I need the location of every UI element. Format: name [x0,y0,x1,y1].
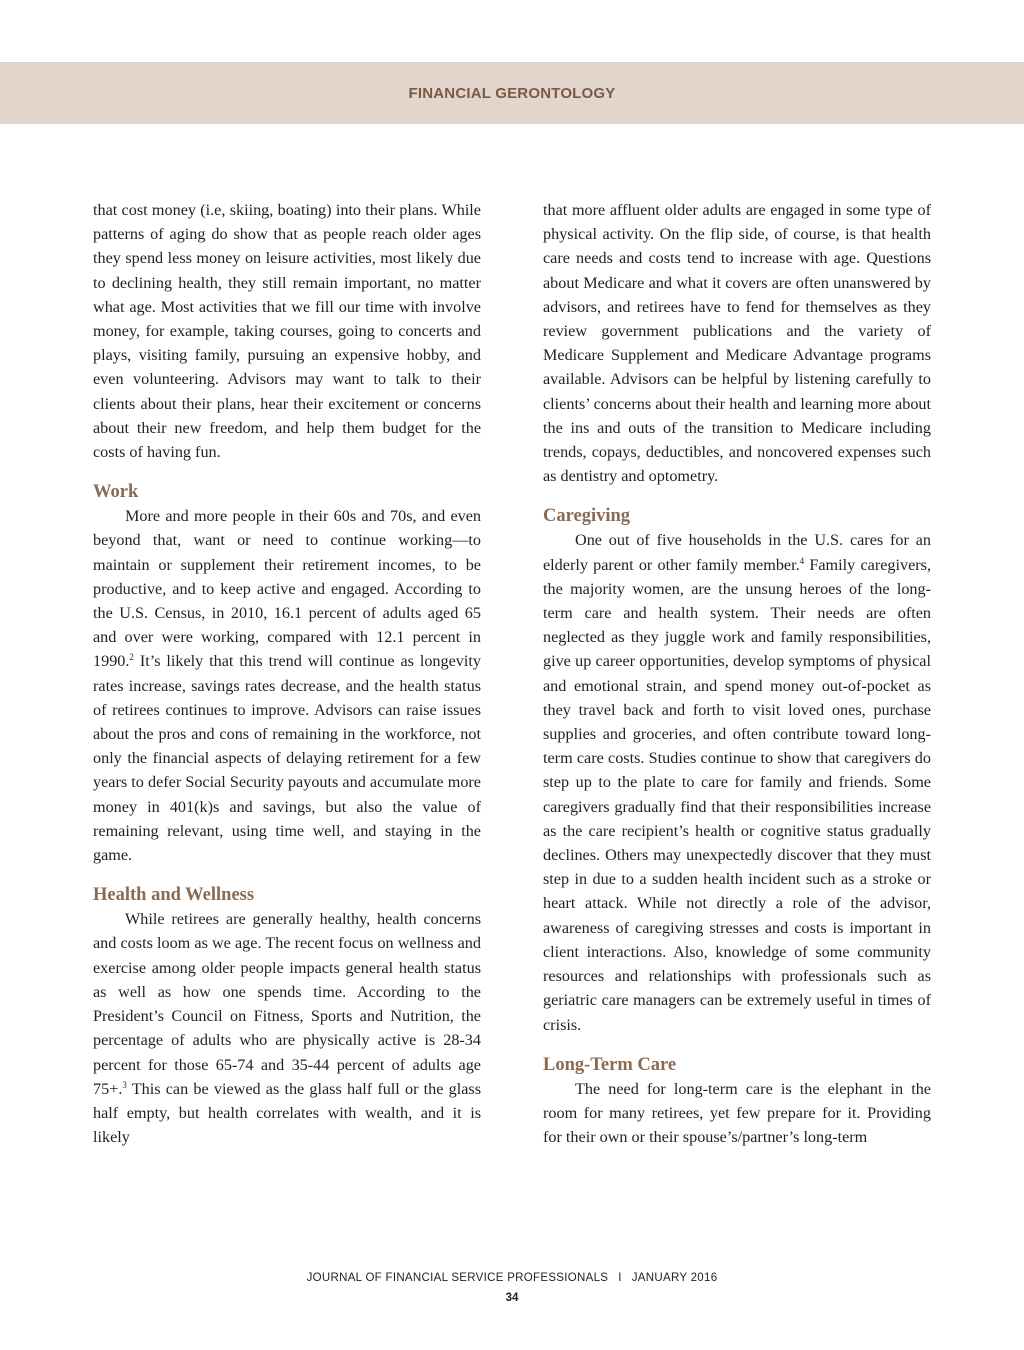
health-text-part-2: This can be viewed as the glass half full or the glass half empty, but health correlates with wealth, and it is likely [93,1079,481,1147]
left-column [93,198,481,1149]
footer-separator: I [618,1272,622,1284]
footnote-ref-3: 3 [122,1079,127,1090]
caregiving-text-part-2: Family caregivers, the majority women, are the unsung heroes of the long-term care and health system. Their needs are often neglected as they juggle work and family responsibilities, give up career opportunities, develop symptoms of physical and emotional strain, and spend money out-of-pocket as they travel back and forth to visit loved ones, purchase supplies and groceries, and often contribute toward long-term care costs. Studies continue to show that caregivers do step up to the plate to care for family and friends. Some caregivers gradually find that their responsibilities increase as the care recipient’s health or cognitive status gradually declines. Others may unexpectedly discover that they must step in due to a sudden health incident such as a stroke or heart attack. While not directly a role of the advisor, awareness of caregiving stresses and costs is important in client interactions. Also, knowledge of some community resources and relationships with professionals such as geriatric care managers can be extremely useful in times of crisis. [543,555,932,1034]
work-text-part-1: More and more people in their 60s and 70s, and even beyond that, want or need to continue working—to maintain or supplement their retirement incomes, to be productive, and to keep active and engaged. According to the U.S. Census, in 2010, 16.1 percent of adults aged 65 and over were working, compared with 12.1 percent in 1990. [93,507,481,671]
heading-health-and-wellness: Health and Wellness [93,885,255,906]
page-number: 34 [505,1292,519,1304]
paragraph-health-continued: that more affluent older adults are engaged in some type of physical activity. On the flip side, of course, is that health care needs and costs tend to increase with age. Questions about Medicare and what it covers are often unanswered by advisors, and retirees have to fend for themselves as they review government publications and the variety of Medicare Supplement and Medicare Advantage programs available. Advisors can be helpful by listening carefully to clients’ concerns about their health and learning more about the ins and outs of the transition to Medicare including trends, copays, deductibles, and noncovered expenses such as dentistry and optometry. [543,201,931,486]
paragraph-health-and-wellness [93,907,481,1149]
work-text-part-2: It’s likely that this trend will continue as longevity rates increase, savings rates decrease, and the health status of retirees continues to improve. Advisors can raise issues about the pros and cons of remaining in the workforce, not only the financial aspects of delaying retirement for a few years to defer Social Security payouts and accumulate more money in 401(k)s and savings, but also the value of remaining relevant, using time well, and staying in the game. [93,652,481,865]
running-header-title: FINANCIAL GERONTOLOGY [408,84,616,102]
right-column [543,198,931,1149]
paragraph-long-term-care: The need for long-term care is the elephant in the room for many retirees, yet few prepare for it. Providing for their own or their spouse’s/partner’s long-term [543,1079,931,1147]
footnote-ref-2: 2 [129,652,134,663]
footer-journal-name: JOURNAL OF FINANCIAL SERVICE PROFESSIONALS [306,1272,609,1284]
heading-work: Work [93,482,139,503]
paragraph-caregiving [543,528,931,1036]
footnote-ref-4: 4 [799,555,805,566]
heading-caregiving: Caregiving [543,506,631,527]
running-header-band [0,62,1024,124]
heading-long-term-care: Long-Term Care [543,1054,677,1075]
health-text-part-1: While retirees are generally healthy, health concerns and costs loom as we age. The recent focus on wellness and exercise among older people impacts general health status as well as how one spends time. According to the President’s Council on Fitness, Sports and Nutrition, the percentage of adults who are physically active is 28-34 percent for those 65-74 and 35-44 percent of adults age 75+. [93,910,481,1098]
paragraph-leisure-continued: that cost money (i.e, skiing, boating) into their plans. While patterns of aging do show that as people reach older ages they spend less money on leisure activities, most likely due to declining health, they still remain important, no matter what age. Most activities that we fill our time with involve money, for example, taking courses, going to concerts and plays, visiting family, pursuing an expensive hobby, and even volunteering. Advisors may want to talk to their clients about their plans, hear their excitement or concerns about their new freedom, and help them budget for the costs of having fun. [93,201,481,462]
caregiving-text-part-1: One out of five households in the U.S. cares for an elderly parent or other family member. [543,531,931,574]
paragraph-work [93,504,481,867]
footer-issue-date: JANUARY 2016 [631,1272,718,1284]
running-footer [0,1272,1024,1284]
